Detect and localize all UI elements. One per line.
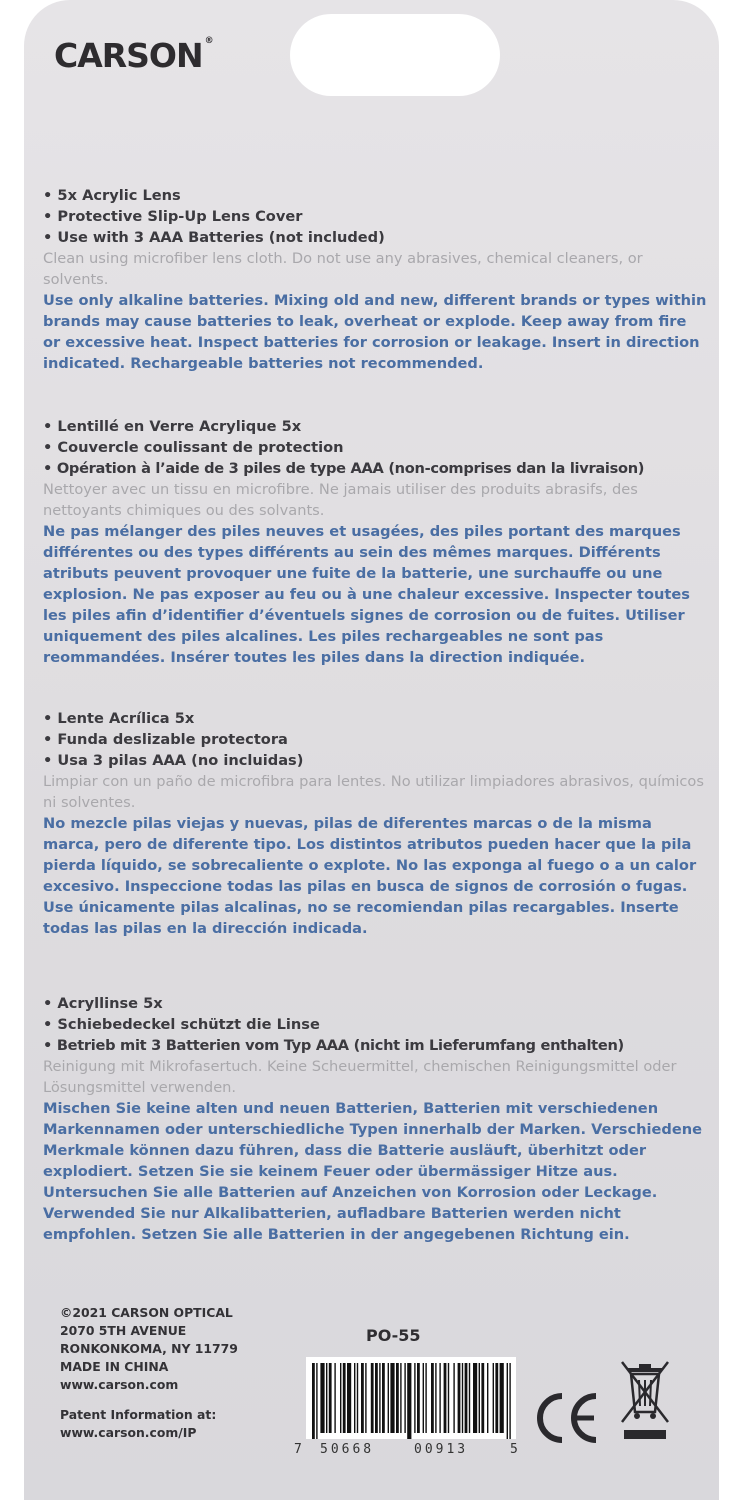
feature-bullet: • Couvercle coulissant de protection	[43, 437, 708, 458]
care-instructions: Nettoyer avec un tissu en microfibre. Ne jamais utiliser des produits abrasifs, des nettoyants chimiques ou des solvants.	[43, 481, 638, 519]
feature-bullet: • Usa 3 pilas AAA (no incluidas)	[43, 750, 708, 771]
blister-card	[24, 0, 719, 1500]
section-spanish	[43, 708, 708, 939]
address-line-2: RONKONKOMA, NY 11779	[60, 1341, 238, 1356]
feature-bullet: • Lentillé en Verre Acrylique 5x	[43, 416, 708, 437]
feature-bullet: • Use with 3 AAA Batteries (not included)	[43, 227, 708, 248]
section-german	[43, 993, 708, 1245]
hang-hole	[290, 14, 500, 96]
battery-warning: No mezcle pilas viejas y nuevas, pilas de diferentes marcas o de la misma marca, pero de diferente tipo. Los distintos atributos pueden hacer que la pila pierda líquido, se sobrecaliente o explote. No las exponga al fuego o a un calor excesivo. Inspeccione todas las pilas en busca de signos de corrosión o fugas. Use únicamente pilas alcalinas, no se recomiendan pilas recargables. Inserte todas las pilas en la dirección indicada.	[43, 815, 697, 937]
battery-warning: Mischen Sie keine alten und neuen Batterien, Batterien mit verschiedenen Markennamen oder unterschiedliche Typen innerhalb der Marken. Verschiedene Merkmale können dazu führen, dass die Batterie ausläuft, überhitzt oder explodiert. Setzen Sie sie keinem Feuer oder übermässiger Hitze aus. Untersuchen Sie alle Batterien auf Anzeichen von Korrosion oder Leckage. Verwended Sie nur Alkalibatterien, aufladbare Batterien werden nicht empfohlen. Setzen Sie alle Batterien in der angegebenen Richtung ein.	[43, 1100, 703, 1243]
feature-bullet: • Funda deslizable protectora	[43, 729, 708, 750]
barcode-check-digit: 5	[510, 1442, 518, 1457]
battery-warning: Ne pas mélanger des piles neuves et usagées, des piles portant des marques différentes ou des types différents au sein des mêmes marques. Différents atributs peuvent provoquer une fuite de la batterie, une surchauffe ou une explosion. Ne pas exposer au feu ou à une chaleur excessive. Inspecter toutes les piles afin d’identifier d’éventuels signes de corrosion ou de fuites. Utiliser uniquement des piles alcalines. Les piles rechargeables ne sont pas reommandées. Insérer toutes les piles dans la direction indiquée.	[43, 523, 690, 666]
patent-url: www.carson.com/IP	[60, 1425, 197, 1440]
barcode	[294, 1357, 518, 1457]
battery-warning: Use only alkaline batteries. Mixing old and new, different brands or types within brands may cause batteries to leak, overheat or explode. Keep away from fire or excessive heat. Inspect batteries for corrosion or leakage. Insert in direction indicated. Rechargeable batteries not recommended.	[43, 292, 707, 372]
brand-logo	[54, 36, 213, 75]
care-instructions: Reinigung mit Mikrofasertuch. Keine Scheuermittel, chemischen Reinigungsmittel oder Lösungsmittel verwenden.	[43, 1058, 677, 1096]
barcode-digit-first: 7	[294, 1442, 302, 1457]
feature-bullet: • 5x Acrylic Lens	[43, 185, 708, 206]
patent-label: Patent Information at:	[60, 1407, 217, 1422]
company-info	[60, 1304, 238, 1442]
brand-logo-text: CARSON	[54, 36, 203, 75]
barcode-left-group: 50668	[320, 1442, 375, 1457]
feature-bullet: • Acryllinse 5x	[43, 993, 708, 1014]
crossed-bin-icon	[618, 1358, 672, 1448]
model-number: PO-55	[366, 1326, 421, 1345]
copyright-text: ©2021 CARSON OPTICAL	[60, 1305, 233, 1320]
ce-mark-icon	[532, 1388, 602, 1448]
care-instructions: Limpiar con un paño de microfibra para lentes. No utilizar limpiadores abrasivos, químicos ni solventes.	[43, 773, 704, 811]
address-line-1: 2070 5TH AVENUE	[60, 1323, 187, 1338]
feature-bullet: • Schiebedeckel schützt die Linse	[43, 1014, 708, 1035]
registered-mark: ®	[204, 36, 213, 46]
feature-bullet: • Lente Acrílica 5x	[43, 708, 708, 729]
feature-bullet: • Protective Slip-Up Lens Cover	[43, 206, 708, 227]
barcode-bars	[306, 1357, 516, 1439]
section-english	[43, 185, 708, 374]
barcode-right-group: 00913	[414, 1442, 469, 1457]
feature-bullet: • Opération à l’aide de 3 piles de type AAA (non-comprises dan la livraison)	[43, 458, 708, 479]
feature-bullet: • Betrieb mit 3 Batterien vom Typ AAA (nicht im Lieferumfang enthalten)	[43, 1035, 708, 1056]
website-text: www.carson.com	[60, 1377, 179, 1392]
care-instructions: Clean using microfiber lens cloth. Do not use any abrasives, chemical cleaners, or solvents.	[43, 250, 643, 288]
section-french	[43, 416, 708, 668]
origin-text: MADE IN CHINA	[60, 1359, 169, 1374]
